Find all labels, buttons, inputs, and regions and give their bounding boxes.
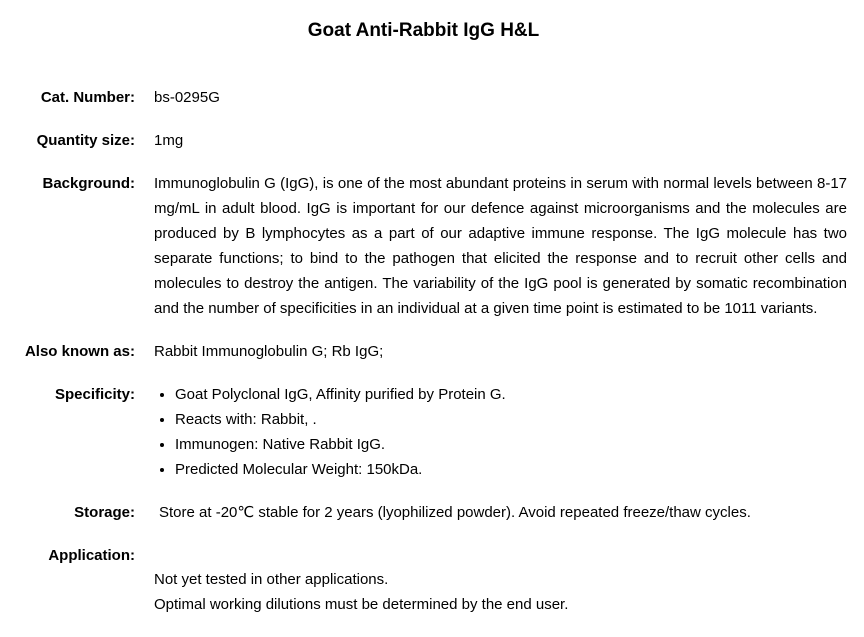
background-label: Background: [42,175,135,192]
background-value: Immunoglobulin G (IgG), is one of the most abundant proteins in serum with normal levels between 8-17 mg/mL in adult blood. IgG is important for our defence against microorganisms and the molecules are produced by B lymphocytes as a part of our adaptive immune response. The IgG molecule has two separate functions; to bind to the pathogen that elicited the response and to recruit other cells and molecules to destroy the antigen. The variability of the IgG pool is generated by somatic recombination and the number of specificities in an individual at a given time point is estimated to be 1011 variants. [154,175,847,317]
row-also-known-as [0,339,847,364]
also-known-as-value: Rabbit Immunoglobulin G; Rb IgG; [154,343,384,360]
specificity-list-item: • Reacts with: Rabbit, . [175,407,847,432]
application-value [154,543,847,617]
quantity-size-label: Quantity size: [36,132,135,149]
application-line: Optimal working dilutions must be determined by the end user. [154,596,569,613]
cat-number-label: Cat. Number: [40,89,135,106]
application-line: Not yet tested in other applications. [154,571,389,588]
application-label: Application: [48,547,135,564]
quantity-size-value: 1mg [154,132,184,149]
row-quantity-size [0,128,847,153]
cat-number-value: bs-0295G [154,89,220,106]
row-specificity [0,382,847,482]
row-application [0,543,847,617]
specificity-label: Specificity: [54,386,135,403]
storage-value: Store at -20℃ stable for 2 years (lyophilized powder). Avoid repeated freeze/thaw cycles. [159,504,751,521]
page-title: Goat Anti-Rabbit IgG H&L [307,20,540,41]
also-known-as-label: Also known as: [24,343,135,360]
row-cat-number [0,85,847,110]
specificity-list-item: • Immunogen: Native Rabbit IgG. [175,432,847,457]
row-storage [0,500,847,525]
specificity-list [154,382,847,482]
row-background [0,171,847,321]
specificity-list-item: • Predicted Molecular Weight: 150kDa. [175,457,847,482]
specificity-list-item: • Goat Polyclonal IgG, Affinity purified by Protein G. [175,382,847,407]
storage-label: Storage: [74,504,135,521]
specificity-value [154,382,847,482]
